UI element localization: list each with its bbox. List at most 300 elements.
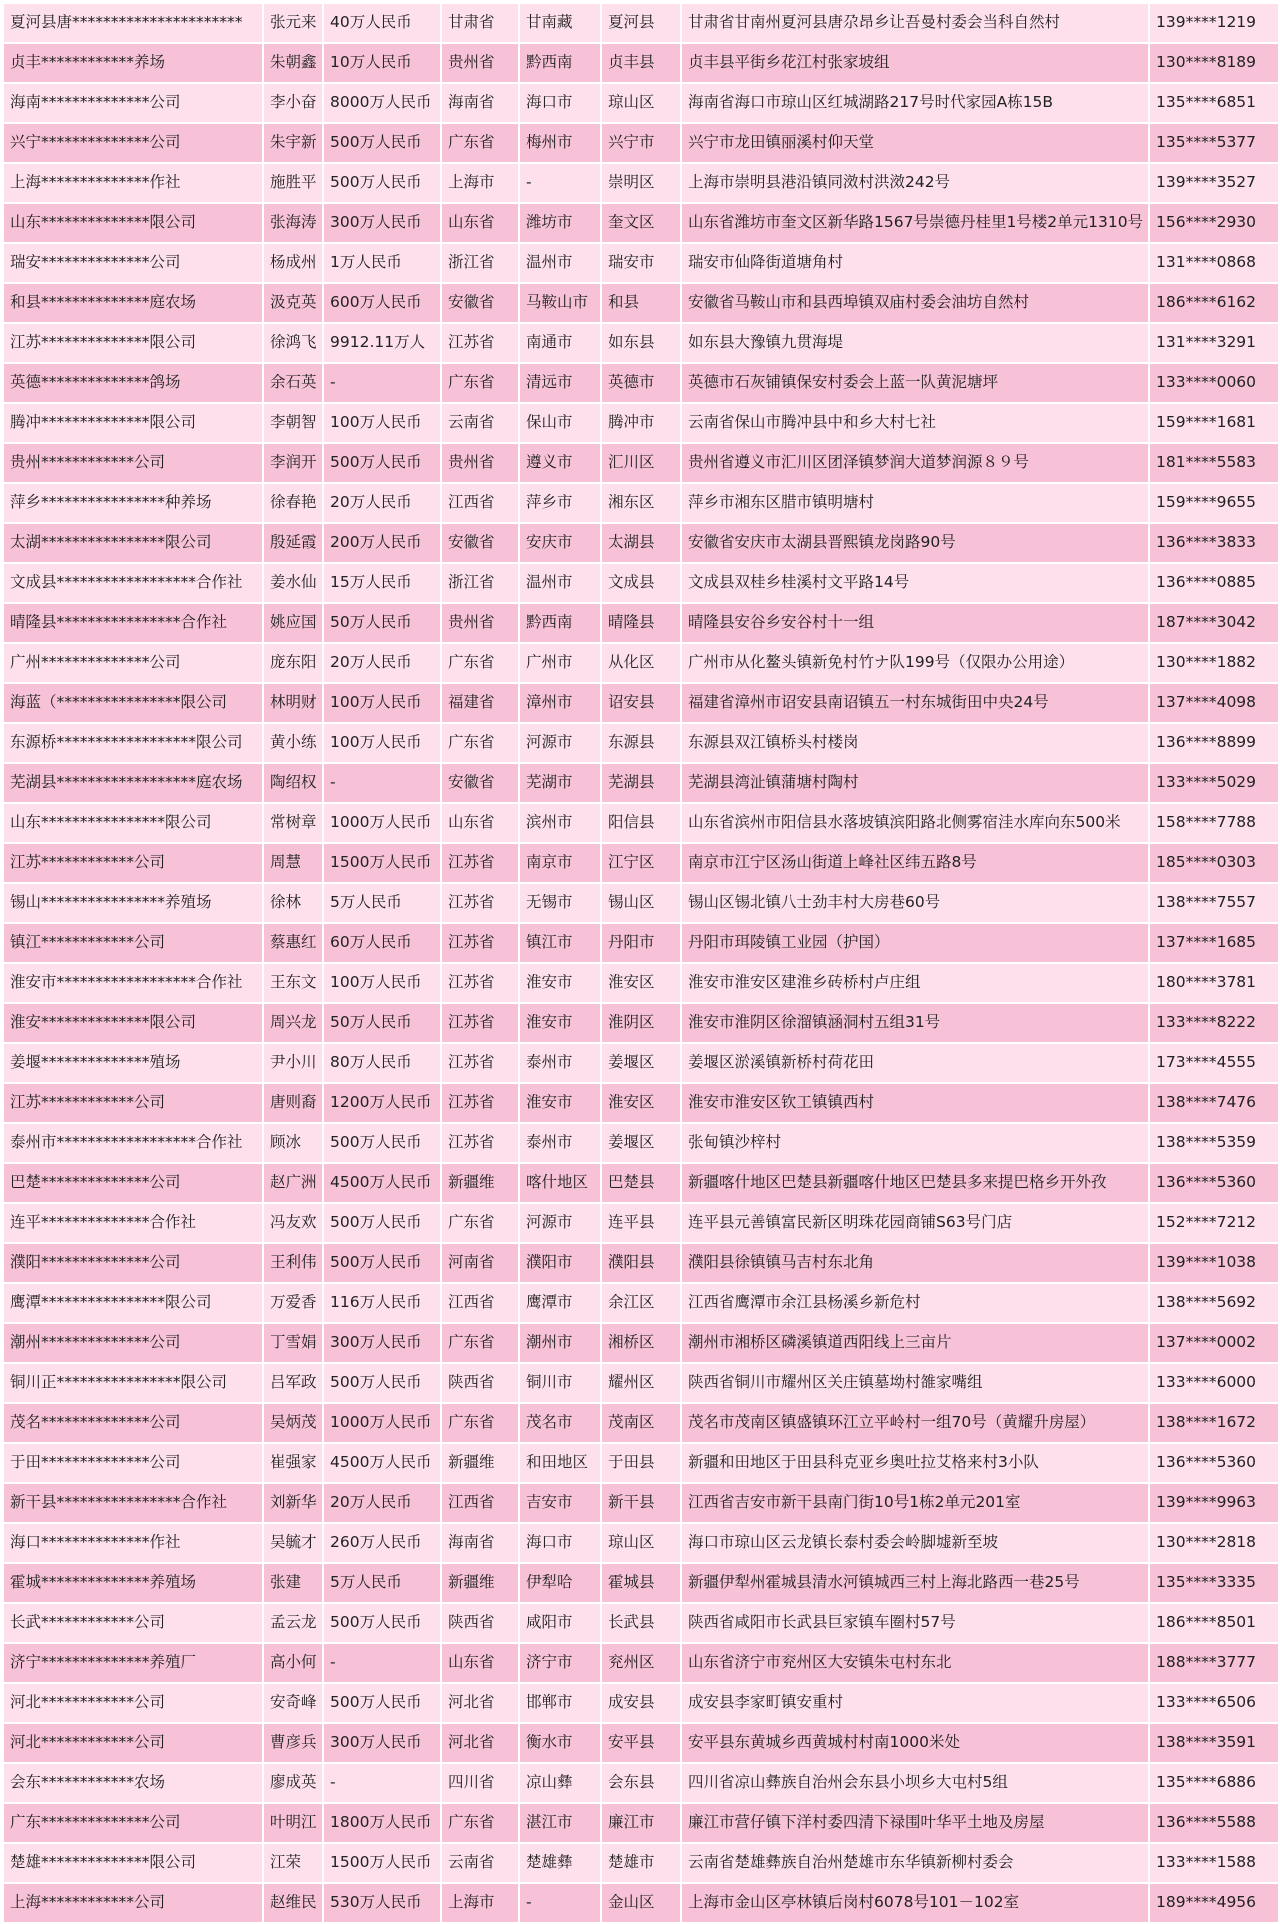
district-cell: 淮安区 (601, 1083, 681, 1123)
company-name-cell: 瑞安**************公司 (3, 243, 263, 283)
table-row (3, 203, 1279, 243)
registered-capital-cell: 10万人民币 (323, 43, 441, 83)
company-name-cell: 山东****************限公司 (3, 803, 263, 843)
address-cell: 萍乡市湘东区腊市镇明塘村 (681, 483, 1149, 523)
city-cell: 温州市 (519, 243, 601, 283)
legal-rep-cell: 叶明江 (263, 1803, 323, 1843)
province-cell: 甘肃省 (441, 3, 519, 43)
province-cell: 山东省 (441, 203, 519, 243)
city-cell: 潮州市 (519, 1323, 601, 1363)
company-name-cell: 夏河县唐********************** (3, 3, 263, 43)
address-cell: 上海市金山区亭林镇后岗村6078号101－102室 (681, 1883, 1149, 1923)
table-row (3, 1883, 1279, 1923)
phone-cell: 136****5360 (1149, 1443, 1279, 1483)
district-cell: 晴隆县 (601, 603, 681, 643)
registered-capital-cell: 500万人民币 (323, 1203, 441, 1243)
address-cell: 云南省保山市腾冲县中和乡大村七社 (681, 403, 1149, 443)
registered-capital-cell: 500万人民币 (323, 1123, 441, 1163)
company-name-cell: 姜堰**************殖场 (3, 1043, 263, 1083)
registered-capital-cell: 500万人民币 (323, 163, 441, 203)
registered-capital-cell: 20万人民币 (323, 643, 441, 683)
phone-cell: 133****6506 (1149, 1683, 1279, 1723)
registered-capital-cell: 1500万人民币 (323, 843, 441, 883)
table-row (3, 1043, 1279, 1083)
phone-cell: 133****0060 (1149, 363, 1279, 403)
province-cell: 江苏省 (441, 1123, 519, 1163)
city-cell: 濮阳市 (519, 1243, 601, 1283)
company-name-cell: 济宁**************养殖厂 (3, 1643, 263, 1683)
city-cell: 喀什地区 (519, 1163, 601, 1203)
table-row (3, 923, 1279, 963)
province-cell: 江苏省 (441, 1043, 519, 1083)
phone-cell: 188****3777 (1149, 1643, 1279, 1683)
table-row (3, 443, 1279, 483)
province-cell: 云南省 (441, 403, 519, 443)
district-cell: 淮安区 (601, 963, 681, 1003)
phone-cell: 159****9655 (1149, 483, 1279, 523)
province-cell: 上海市 (441, 163, 519, 203)
legal-rep-cell: 杨成州 (263, 243, 323, 283)
legal-rep-cell: 刘新华 (263, 1483, 323, 1523)
company-name-cell: 潮州**************公司 (3, 1323, 263, 1363)
phone-cell: 137****1685 (1149, 923, 1279, 963)
province-cell: 江苏省 (441, 883, 519, 923)
table-row (3, 1523, 1279, 1563)
district-cell: 廉江市 (601, 1803, 681, 1843)
registered-capital-cell: 300万人民币 (323, 1323, 441, 1363)
phone-cell: 180****3781 (1149, 963, 1279, 1003)
city-cell: 湛江市 (519, 1803, 601, 1843)
city-cell: - (519, 1883, 601, 1923)
legal-rep-cell: 李小奋 (263, 83, 323, 123)
phone-cell: 138****3591 (1149, 1723, 1279, 1763)
address-cell: 张甸镇沙梓村 (681, 1123, 1149, 1163)
district-cell: 文成县 (601, 563, 681, 603)
company-name-cell: 上海**************作社 (3, 163, 263, 203)
legal-rep-cell: 徐春艳 (263, 483, 323, 523)
province-cell: 贵州省 (441, 443, 519, 483)
phone-cell: 133****1588 (1149, 1843, 1279, 1883)
table-row (3, 563, 1279, 603)
phone-cell: 131****0868 (1149, 243, 1279, 283)
address-cell: 姜堰区淤溪镇新桥村荷花田 (681, 1043, 1149, 1083)
province-cell: 山东省 (441, 803, 519, 843)
address-cell: 成安县李家町镇安重村 (681, 1683, 1149, 1723)
address-cell: 晴隆县安谷乡安谷村十一组 (681, 603, 1149, 643)
district-cell: 芜湖县 (601, 763, 681, 803)
address-cell: 潮州市湘桥区磷溪镇道西阳线上三亩片 (681, 1323, 1149, 1363)
company-name-cell: 腾冲**************限公司 (3, 403, 263, 443)
phone-cell: 135****6886 (1149, 1763, 1279, 1803)
table-row (3, 1643, 1279, 1683)
legal-rep-cell: 丁雪娟 (263, 1323, 323, 1363)
registered-capital-cell: 60万人民币 (323, 923, 441, 963)
registered-capital-cell: - (323, 1763, 441, 1803)
phone-cell: 136****5360 (1149, 1163, 1279, 1203)
registered-capital-cell: 20万人民币 (323, 1483, 441, 1523)
phone-cell: 159****1681 (1149, 403, 1279, 443)
phone-cell: 136****3833 (1149, 523, 1279, 563)
address-cell: 兴宁市龙田镇丽溪村仰天堂 (681, 123, 1149, 163)
province-cell: 广东省 (441, 1803, 519, 1843)
phone-cell: 138****1672 (1149, 1403, 1279, 1443)
city-cell: 广州市 (519, 643, 601, 683)
company-name-cell: 海南**************公司 (3, 83, 263, 123)
company-name-cell: 淮安市******************合作社 (3, 963, 263, 1003)
legal-rep-cell: 王东文 (263, 963, 323, 1003)
district-cell: 汇川区 (601, 443, 681, 483)
legal-rep-cell: 孟云龙 (263, 1603, 323, 1643)
legal-rep-cell: 周兴龙 (263, 1003, 323, 1043)
table-row (3, 43, 1279, 83)
table-row (3, 1363, 1279, 1403)
company-name-cell: 于田**************公司 (3, 1443, 263, 1483)
legal-rep-cell: 陶绍权 (263, 763, 323, 803)
phone-cell: 185****0303 (1149, 843, 1279, 883)
district-cell: 丹阳市 (601, 923, 681, 963)
table-row (3, 1803, 1279, 1843)
district-cell: 英德市 (601, 363, 681, 403)
city-cell: 铜川市 (519, 1363, 601, 1403)
district-cell: 琼山区 (601, 83, 681, 123)
district-cell: 贞丰县 (601, 43, 681, 83)
registered-capital-cell: 200万人民币 (323, 523, 441, 563)
address-cell: 上海市崇明县港沿镇同滧村洪滧242号 (681, 163, 1149, 203)
city-cell: 咸阳市 (519, 1603, 601, 1643)
province-cell: 安徽省 (441, 283, 519, 323)
address-cell: 如东县大豫镇九贯海堤 (681, 323, 1149, 363)
legal-rep-cell: 江荣 (263, 1843, 323, 1883)
phone-cell: 189****4956 (1149, 1883, 1279, 1923)
company-name-cell: 贵州************公司 (3, 443, 263, 483)
company-name-cell: 海蓝（****************限公司 (3, 683, 263, 723)
registered-capital-cell: 600万人民币 (323, 283, 441, 323)
district-cell: 东源县 (601, 723, 681, 763)
city-cell: 萍乡市 (519, 483, 601, 523)
company-name-cell: 会东************农场 (3, 1763, 263, 1803)
district-cell: 兴宁市 (601, 123, 681, 163)
province-cell: 江苏省 (441, 1083, 519, 1123)
city-cell: 镇江市 (519, 923, 601, 963)
district-cell: 湘桥区 (601, 1323, 681, 1363)
phone-cell: 186****6162 (1149, 283, 1279, 323)
province-cell: 浙江省 (441, 243, 519, 283)
registered-capital-cell: 500万人民币 (323, 123, 441, 163)
table-row (3, 323, 1279, 363)
legal-rep-cell: 庞东阳 (263, 643, 323, 683)
company-name-cell: 文成县******************合作社 (3, 563, 263, 603)
province-cell: 陕西省 (441, 1603, 519, 1643)
address-cell: 淮安市淮阴区徐溜镇涵洞村五组31号 (681, 1003, 1149, 1043)
legal-rep-cell: 吴毓才 (263, 1523, 323, 1563)
registered-capital-cell: - (323, 363, 441, 403)
district-cell: 江宁区 (601, 843, 681, 883)
table-row (3, 1683, 1279, 1723)
legal-rep-cell: 赵维民 (263, 1883, 323, 1923)
company-name-cell: 江苏************公司 (3, 1083, 263, 1123)
company-name-cell: 广州**************公司 (3, 643, 263, 683)
table-row (3, 603, 1279, 643)
company-name-cell: 河北************公司 (3, 1723, 263, 1763)
table-row (3, 243, 1279, 283)
company-name-cell: 江苏**************限公司 (3, 323, 263, 363)
province-cell: 江苏省 (441, 923, 519, 963)
company-name-cell: 太湖****************限公司 (3, 523, 263, 563)
address-cell: 茂名市茂南区镇盛镇环江立平岭村一组70号（黄耀升房屋） (681, 1403, 1149, 1443)
address-cell: 南京市江宁区汤山街道上峰社区纬五路8号 (681, 843, 1149, 883)
legal-rep-cell: 姜水仙 (263, 563, 323, 603)
province-cell: 江苏省 (441, 843, 519, 883)
legal-rep-cell: 王利伟 (263, 1243, 323, 1283)
legal-rep-cell: 吕军政 (263, 1363, 323, 1403)
registered-capital-cell: 500万人民币 (323, 1603, 441, 1643)
address-cell: 海口市琼山区云龙镇长泰村委会岭脚墟新至坡 (681, 1523, 1149, 1563)
address-cell: 连平县元善镇富民新区明珠花园商铺S63号门店 (681, 1203, 1149, 1243)
company-name-cell: 兴宁**************公司 (3, 123, 263, 163)
legal-rep-cell: 余石英 (263, 363, 323, 403)
phone-cell: 135****3335 (1149, 1563, 1279, 1603)
registered-capital-cell: 1800万人民币 (323, 1803, 441, 1843)
company-name-cell: 楚雄**************限公司 (3, 1843, 263, 1883)
phone-cell: 138****7557 (1149, 883, 1279, 923)
registered-capital-cell: 1万人民币 (323, 243, 441, 283)
registered-capital-cell: 100万人民币 (323, 403, 441, 443)
table-row (3, 283, 1279, 323)
legal-rep-cell: 曹彦兵 (263, 1723, 323, 1763)
phone-cell: 138****7476 (1149, 1083, 1279, 1123)
registered-capital-cell: 20万人民币 (323, 483, 441, 523)
registered-capital-cell: 500万人民币 (323, 1243, 441, 1283)
city-cell: 河源市 (519, 723, 601, 763)
city-cell: 海口市 (519, 1523, 601, 1563)
address-cell: 山东省滨州市阳信县水落坡镇滨阳路北侧雾宿洼水库向东500米 (681, 803, 1149, 843)
district-cell: 琼山区 (601, 1523, 681, 1563)
address-cell: 安徽省安庆市太湖县晋熙镇龙岗路90号 (681, 523, 1149, 563)
address-cell: 丹阳市珥陵镇工业园（护国） (681, 923, 1149, 963)
legal-rep-cell: 李润开 (263, 443, 323, 483)
district-cell: 太湖县 (601, 523, 681, 563)
phone-cell: 158****7788 (1149, 803, 1279, 843)
address-cell: 芜湖县湾沚镇蒲塘村陶村 (681, 763, 1149, 803)
city-cell: 茂名市 (519, 1403, 601, 1443)
province-cell: 广东省 (441, 643, 519, 683)
company-name-cell: 濮阳**************公司 (3, 1243, 263, 1283)
city-cell: 济宁市 (519, 1643, 601, 1683)
legal-rep-cell: 尹小川 (263, 1043, 323, 1083)
district-cell: 连平县 (601, 1203, 681, 1243)
legal-rep-cell: 朱宇新 (263, 123, 323, 163)
province-cell: 广东省 (441, 1403, 519, 1443)
address-cell: 陕西省铜川市耀州区关庄镇墓坳村雒家嘴组 (681, 1363, 1149, 1403)
address-cell: 江西省吉安市新干县南门街10号1栋2单元201室 (681, 1483, 1149, 1523)
district-cell: 余江区 (601, 1283, 681, 1323)
company-table (2, 2, 1280, 1924)
province-cell: 海南省 (441, 1523, 519, 1563)
phone-cell: 133****6000 (1149, 1363, 1279, 1403)
company-name-cell: 晴隆县****************合作社 (3, 603, 263, 643)
address-cell: 福建省漳州市诏安县南诏镇五一村东城街田中央24号 (681, 683, 1149, 723)
table-row (3, 1163, 1279, 1203)
city-cell: 芜湖市 (519, 763, 601, 803)
legal-rep-cell: 汲克英 (263, 283, 323, 323)
address-cell: 广州市从化鳌头镇新免村竹ナ队199号（仅限办公用途） (681, 643, 1149, 683)
table-row (3, 163, 1279, 203)
company-name-cell: 芜湖县******************庭农场 (3, 763, 263, 803)
district-cell: 崇明区 (601, 163, 681, 203)
table-row (3, 1323, 1279, 1363)
company-name-cell: 河北************公司 (3, 1683, 263, 1723)
registered-capital-cell: 4500万人民币 (323, 1163, 441, 1203)
table-row (3, 123, 1279, 163)
address-cell: 安平县东黄城乡西黄城村村南1000米处 (681, 1723, 1149, 1763)
phone-cell: 173****4555 (1149, 1043, 1279, 1083)
district-cell: 成安县 (601, 1683, 681, 1723)
legal-rep-cell: 朱朝鑫 (263, 43, 323, 83)
registered-capital-cell: 116万人民币 (323, 1283, 441, 1323)
district-cell: 姜堰区 (601, 1043, 681, 1083)
company-name-cell: 新干县****************合作社 (3, 1483, 263, 1523)
city-cell: 无锡市 (519, 883, 601, 923)
city-cell: 黔西南 (519, 43, 601, 83)
company-name-cell: 巴楚**************公司 (3, 1163, 263, 1203)
address-cell: 江西省鹰潭市余江县杨溪乡新危村 (681, 1283, 1149, 1323)
city-cell: 南京市 (519, 843, 601, 883)
phone-cell: 137****0002 (1149, 1323, 1279, 1363)
district-cell: 奎文区 (601, 203, 681, 243)
province-cell: 新疆维 (441, 1163, 519, 1203)
legal-rep-cell: 徐鸿飞 (263, 323, 323, 363)
company-name-cell: 泰州市******************合作社 (3, 1123, 263, 1163)
legal-rep-cell: 高小何 (263, 1643, 323, 1683)
province-cell: 江西省 (441, 483, 519, 523)
province-cell: 广东省 (441, 123, 519, 163)
city-cell: 衡水市 (519, 1723, 601, 1763)
province-cell: 陕西省 (441, 1363, 519, 1403)
city-cell: 鹰潭市 (519, 1283, 601, 1323)
city-cell: 泰州市 (519, 1123, 601, 1163)
registered-capital-cell: 260万人民币 (323, 1523, 441, 1563)
address-cell: 云南省楚雄彝族自治州楚雄市东华镇新柳村委会 (681, 1843, 1149, 1883)
city-cell: 潍坊市 (519, 203, 601, 243)
district-cell: 兖州区 (601, 1643, 681, 1683)
company-name-cell: 铜川正****************限公司 (3, 1363, 263, 1403)
phone-cell: 138****5359 (1149, 1123, 1279, 1163)
registered-capital-cell: 500万人民币 (323, 1363, 441, 1403)
province-cell: 江西省 (441, 1283, 519, 1323)
table-row (3, 1763, 1279, 1803)
company-name-cell: 萍乡****************种养场 (3, 483, 263, 523)
phone-cell: 133****8222 (1149, 1003, 1279, 1043)
city-cell: 清远市 (519, 363, 601, 403)
district-cell: 从化区 (601, 643, 681, 683)
phone-cell: 156****2930 (1149, 203, 1279, 243)
table-row (3, 3, 1279, 43)
district-cell: 新干县 (601, 1483, 681, 1523)
district-cell: 金山区 (601, 1883, 681, 1923)
address-cell: 瑞安市仙降街道塘角村 (681, 243, 1149, 283)
city-cell: 淮安市 (519, 1003, 601, 1043)
legal-rep-cell: 吴炳茂 (263, 1403, 323, 1443)
phone-cell: 186****8501 (1149, 1603, 1279, 1643)
table-row (3, 403, 1279, 443)
legal-rep-cell: 施胜平 (263, 163, 323, 203)
phone-cell: 130****2818 (1149, 1523, 1279, 1563)
province-cell: 江苏省 (441, 1003, 519, 1043)
table-row (3, 1843, 1279, 1883)
district-cell: 霍城县 (601, 1563, 681, 1603)
phone-cell: 130****1882 (1149, 643, 1279, 683)
company-name-cell: 英德**************鸽场 (3, 363, 263, 403)
company-name-cell: 霍城**************养殖场 (3, 1563, 263, 1603)
table-row (3, 843, 1279, 883)
table-row (3, 683, 1279, 723)
district-cell: 锡山区 (601, 883, 681, 923)
registered-capital-cell: 50万人民币 (323, 1003, 441, 1043)
district-cell: 会东县 (601, 1763, 681, 1803)
table-row (3, 723, 1279, 763)
province-cell: 新疆维 (441, 1443, 519, 1483)
district-cell: 濮阳县 (601, 1243, 681, 1283)
address-cell: 陕西省咸阳市长武县巨家镇车圈村57号 (681, 1603, 1149, 1643)
legal-rep-cell: 安奇峰 (263, 1683, 323, 1723)
phone-cell: 181****5583 (1149, 443, 1279, 483)
legal-rep-cell: 黄小练 (263, 723, 323, 763)
company-name-cell: 海口**************作社 (3, 1523, 263, 1563)
registered-capital-cell: 50万人民币 (323, 603, 441, 643)
city-cell: 遵义市 (519, 443, 601, 483)
table-row (3, 1083, 1279, 1123)
province-cell: 上海市 (441, 1883, 519, 1923)
address-cell: 淮安市淮安区钦工镇镇西村 (681, 1083, 1149, 1123)
city-cell: 楚雄彝 (519, 1843, 601, 1883)
company-name-cell: 江苏************公司 (3, 843, 263, 883)
phone-cell: 130****8189 (1149, 43, 1279, 83)
city-cell: 温州市 (519, 563, 601, 603)
province-cell: 新疆维 (441, 1563, 519, 1603)
district-cell: 夏河县 (601, 3, 681, 43)
table-row (3, 1203, 1279, 1243)
district-cell: 湘东区 (601, 483, 681, 523)
registered-capital-cell: 40万人民币 (323, 3, 441, 43)
table-row (3, 1723, 1279, 1763)
company-name-cell: 锡山****************养殖场 (3, 883, 263, 923)
city-cell: 海口市 (519, 83, 601, 123)
province-cell: 河北省 (441, 1683, 519, 1723)
phone-cell: 136****5588 (1149, 1803, 1279, 1843)
legal-rep-cell: 蔡惠红 (263, 923, 323, 963)
address-cell: 安徽省马鞍山市和县西埠镇双庙村委会油坊自然村 (681, 283, 1149, 323)
table-row (3, 1443, 1279, 1483)
company-name-cell: 贞丰************养场 (3, 43, 263, 83)
address-cell: 廉江市营仔镇下洋村委四清下禄围叶华平土地及房屋 (681, 1803, 1149, 1843)
table-row (3, 1283, 1279, 1323)
legal-rep-cell: 张建 (263, 1563, 323, 1603)
city-cell: 淮安市 (519, 1083, 601, 1123)
phone-cell: 135****6851 (1149, 83, 1279, 123)
registered-capital-cell: 4500万人民币 (323, 1443, 441, 1483)
address-cell: 文成县双桂乡桂溪村文平路14号 (681, 563, 1149, 603)
registered-capital-cell: 1200万人民币 (323, 1083, 441, 1123)
province-cell: 四川省 (441, 1763, 519, 1803)
registered-capital-cell: 1500万人民币 (323, 1843, 441, 1883)
legal-rep-cell: 常树章 (263, 803, 323, 843)
district-cell: 如东县 (601, 323, 681, 363)
phone-cell: 139****3527 (1149, 163, 1279, 203)
table-row (3, 1603, 1279, 1643)
registered-capital-cell: 500万人民币 (323, 1683, 441, 1723)
legal-rep-cell: 周慧 (263, 843, 323, 883)
phone-cell: 139****1038 (1149, 1243, 1279, 1283)
